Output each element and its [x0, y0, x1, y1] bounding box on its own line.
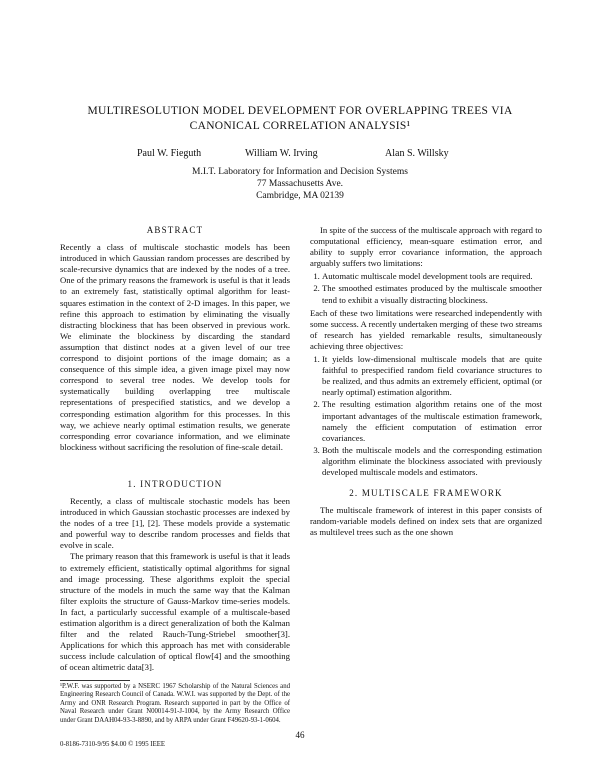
author-1: Paul W. Fieguth — [137, 148, 202, 159]
objective-item: 1. It yields low-dimensional multiscale models that are quite faithful to prespecified random field covariance structures to be realized, and thus admits an extremely efficient, optimal (or nearly optimal) estimation algorithm. — [322, 354, 542, 398]
footnote-text: ¹P.W.F. was supported by a NSERC 1967 Scholarship of the Natural Sciences and Engineering Research Council of Canada. W.W.I. was supported by the Dept. of the Army and ONR Research Program. Research supported in part by the Office of Naval Research under Grant N00014-91-J-1004, by the Army Research Office under Grant DAAH04-93-3-8890, and by ARPA under Grant F49620-93-1-0604. — [60, 683, 290, 724]
left-column — [60, 225, 290, 673]
abstract-text: Recently a class of multiscale stochastic models has been introduced in which Gaussian random processes are described by scale-recursive dynamics that are indexed by the nodes of a tree. One of the primary reasons the framework is useful is that it leads to an extremely fast, statistically optimal algorithm for least-squares estimation in the context of 2-D images. In this paper, we refine this approach to estimation by eliminating the visually distracting blockiness that has been observed in previous work. We eliminate the blockiness by discarding the standard assumption that distinct nodes at a given level of our tree correspond to disjoint portions of the image domain; as a consequence of this simple idea, a given image pixel may now correspond to several tree nodes. We develop tools for systematically building overlapping tree multiscale representations of prespecified statistics, and we develop a corresponding estimation algorithm for this processes. In this way, we achieve nearly optimal estimation results, we generate corresponding error covariance information, and we eliminate blockiness without sacrificing the resolution of fine-scale detail. — [60, 242, 290, 452]
author-2: William W. Irving — [245, 148, 318, 159]
objectives-list — [310, 354, 542, 478]
affiliation — [150, 166, 450, 202]
footnote — [60, 680, 290, 725]
section-2-heading: 2. MULTISCALE FRAMEWORK — [349, 488, 503, 499]
page-number: 46 — [295, 730, 305, 740]
intro-paragraph-2: The primary reason that this framework is useful is that it leads to extremely efficient, statistically optimal algorithms for signal and image processing. These algorithms exploit the special structure of the models in much the same way that the Kalman filter exploits the structure of Gauss-Markov time-series models. In fact, a particularly successful example of a multiscale-based estimation algorithm is a direct generalization of both the Kalman filter and the related Rauch-Tung-Striebel smoother[3]. Applications for which this approach has met with considerable success include calculation of optical flow[4] and the smoothing of ocean altimetric data[3]. — [60, 551, 290, 673]
author-3: Alan S. Willsky — [385, 148, 449, 159]
intro-paragraph-3: In spite of the success of the multiscale approach with regard to computational efficiency, mean-square estimation error, and ability to supply error covariance information, the approach arguably suffers two limitations: — [310, 225, 542, 269]
objective-item: 3. Both the multiscale models and the corresponding estimation algorithm eliminate the blockiness associated with previously developed multiscale models and estimators. — [322, 445, 542, 478]
paper-title — [60, 104, 540, 134]
introduction-heading: 1. INTRODUCTION — [127, 478, 223, 489]
intro-paragraph-1: Recently, a class of multiscale stochastic models has been introduced in which Gaussian stochastic processes are indexed by the nodes of a tree [1], [2]. These models provide a systematic and powerful way to describe random processes and fields that evolve in scale. — [60, 495, 290, 551]
title-line-2: CANONICAL CORRELATION ANALYSIS¹ — [189, 120, 411, 132]
section-2-text: The multiscale framework of interest in this paper consists of random-variable models defined on index sets that are organized as multilevel trees such as the one shown — [310, 505, 542, 538]
limitation-item: 2. The smoothed estimates produced by the multiscale smoother tend to exhibit a visually distracting blockiness. — [322, 283, 542, 305]
objective-item: 2. The resulting estimation algorithm retains one of the most important advantages of the multiscale estimation framework, namely the efficient computation of estimation error covariances. — [322, 399, 542, 443]
title-line-1: MULTIRESOLUTION MODEL DEVELOPMENT FOR OVERLAPPING TREES VIA — [87, 105, 513, 117]
copyright-notice: 0-8186-7310-9/95 $4.00 © 1995 IEEE — [60, 741, 166, 748]
limitations-list — [310, 271, 542, 305]
footnote-rule — [60, 680, 130, 681]
limitation-item: 1. Automatic multiscale model development tools are required. — [322, 271, 542, 282]
abstract-heading: ABSTRACT — [146, 225, 204, 235]
affiliation-line-2: 77 Massachusetts Ave. — [256, 179, 344, 189]
affiliation-line-3: Cambridge, MA 02139 — [256, 191, 344, 201]
affiliation-line-1: M.I.T. Laboratory for Information and Decision Systems — [192, 167, 408, 177]
intro-paragraph-4: Each of these two limitations were researched independently with some success. A recently undertaken merging of these two streams of research has yielded remarkable results, simultaneously achieving three objectives: — [310, 307, 542, 351]
right-column — [310, 225, 542, 538]
